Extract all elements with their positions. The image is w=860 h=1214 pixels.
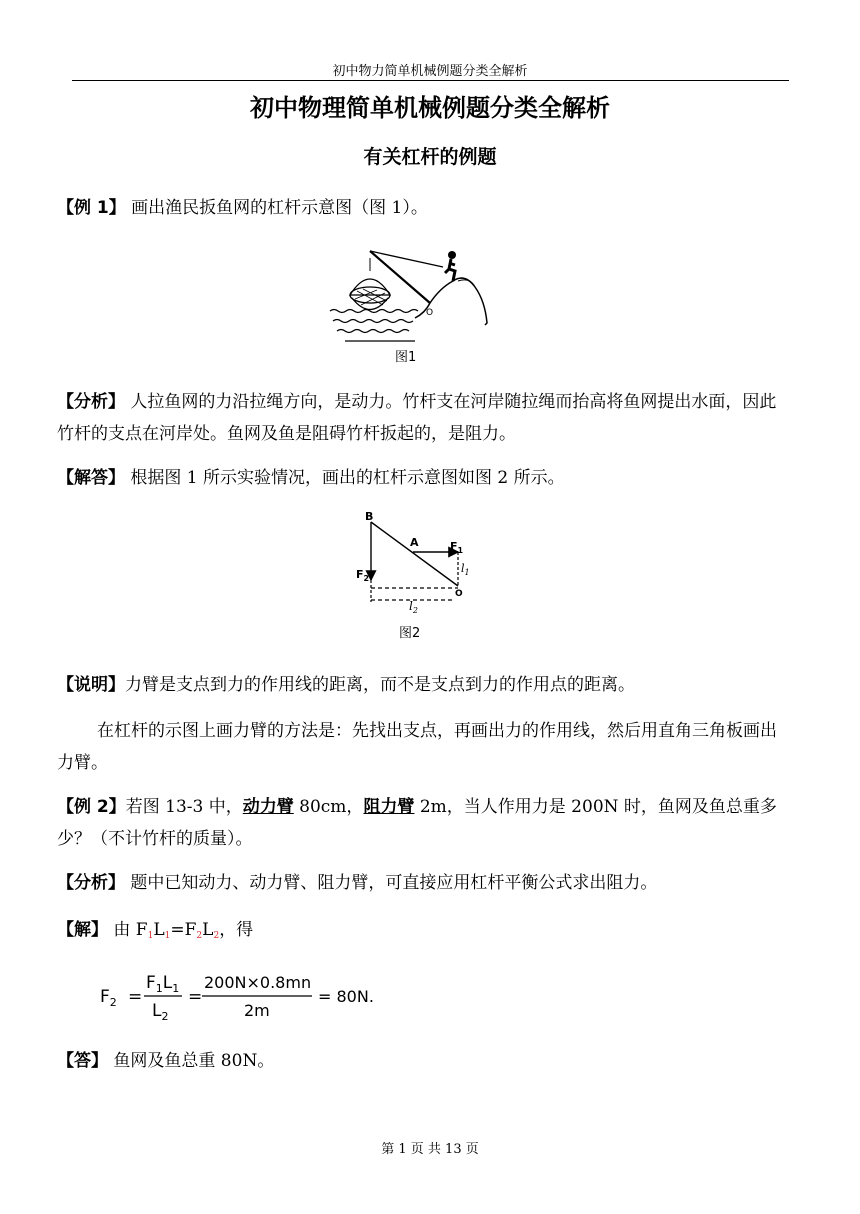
label-F1-sub: 1 xyxy=(457,546,464,555)
answer-2-text: 鱼网及鱼总重 80N。 xyxy=(108,1051,275,1071)
header-rule xyxy=(72,80,789,81)
figure-2 xyxy=(355,510,485,645)
analysis-2 xyxy=(57,867,792,899)
solution-text-4: L xyxy=(202,920,214,940)
formula-drawing xyxy=(100,966,430,1026)
analysis-1-tag: 【分析】 xyxy=(57,392,125,412)
example-2-tag: 【例 2】 xyxy=(57,797,126,817)
label-F2-sub: 2 xyxy=(363,574,370,583)
analysis-1 xyxy=(57,386,792,450)
sub-2: 1 xyxy=(164,931,171,941)
page-footer: 第 1 页 共 13 页 xyxy=(381,1142,479,1157)
solution xyxy=(57,914,792,952)
section-title: 有关杠杆的例题 xyxy=(363,146,497,168)
solution-text-5: ，得 xyxy=(219,920,254,940)
svg-text:F2 xyxy=(100,987,117,1009)
solution-text-2: L xyxy=(153,920,165,940)
note-text: 力臂是支点到力的作用线的距离，而不是支点到力的作用点的距离。 xyxy=(125,675,635,695)
figure-1-o-label: O xyxy=(426,308,434,318)
label-l1: l xyxy=(461,562,465,575)
method-text: 在杠杆的示图上画力臂的方法是：先找出支点，再画出力的作用线，然后用直角三角板画出力臂。 xyxy=(57,721,777,773)
formula-lhs: F xyxy=(100,987,110,1007)
solution-tag: 【解】 xyxy=(57,920,108,940)
formula-eq-2: = xyxy=(188,987,203,1007)
example-1-tag: 【例 1】 xyxy=(57,198,126,218)
formula-num1-L: L xyxy=(162,973,173,993)
label-l2: l xyxy=(409,599,413,613)
sub-3: 2 xyxy=(196,931,203,941)
solution-text-1: 由 F xyxy=(108,920,148,940)
answer-1 xyxy=(57,462,792,494)
label-O: O xyxy=(455,589,463,599)
svg-text:l2 xyxy=(409,599,418,615)
example-2-term-2: 阻力臂 xyxy=(363,797,415,817)
example-1 xyxy=(57,192,792,224)
formula-den2: 2m xyxy=(244,1001,270,1020)
figure-2-caption: 图2 xyxy=(399,626,421,641)
analysis-2-tag: 【分析】 xyxy=(57,873,125,893)
answer-1-tag: 【解答】 xyxy=(57,468,125,488)
analysis-1-text: 人拉鱼网的力沿拉绳方向，是动力。竹杆支在河岸随拉绳而抬高将鱼网提出水面，因此竹杆的支点在河岸处。鱼网及鱼是阻碍竹杆扳起的，是阻力。 xyxy=(57,392,777,444)
formula-den1-sub: 2 xyxy=(161,1010,169,1023)
formula-lhs-sub: 2 xyxy=(109,996,117,1009)
example-2 xyxy=(57,791,792,855)
formula-eq-1: = xyxy=(128,987,143,1007)
document-title: 初中物理简单机械例题分类全解析 xyxy=(250,94,610,122)
answer-1-text: 根据图 1 所示实验情况，画出的杠杆示意图如图 2 所示。 xyxy=(125,468,565,488)
svg-text:F2 xyxy=(356,568,369,583)
formula-den1: L xyxy=(152,1001,162,1021)
page-header: 初中物力简单机械例题分类全解析 xyxy=(332,64,528,79)
example-2-term-1: 动力臂 xyxy=(242,797,294,817)
svg-text:F1L1 xyxy=(146,973,179,995)
formula xyxy=(100,966,430,1026)
label-B: B xyxy=(365,510,374,523)
figure-1-drawing xyxy=(325,243,495,368)
sub-1: 1 xyxy=(147,931,154,941)
figure-1-caption: 图1 xyxy=(395,350,417,365)
note xyxy=(57,669,792,701)
example-2-text-2: 80cm， xyxy=(293,797,364,817)
svg-text:F1 xyxy=(450,540,464,555)
label-F2: F xyxy=(356,568,364,581)
sub-4: 2 xyxy=(213,931,220,941)
answer-2-tag: 【答】 xyxy=(57,1051,108,1071)
label-l1-sub: 1 xyxy=(464,568,470,577)
svg-text:L2 xyxy=(152,1001,168,1023)
formula-num1-sub1: 1 xyxy=(155,982,163,995)
example-2-text-3: 2m，当人作用力是 200N 时，鱼网及鱼总重多少？（不计竹杆的质量）。 xyxy=(57,797,777,849)
label-A: A xyxy=(410,536,419,549)
note-tag: 【说明】 xyxy=(57,675,125,695)
method-paragraph xyxy=(57,715,792,779)
formula-num1: F xyxy=(146,973,156,993)
label-l2-sub: 2 xyxy=(412,606,418,615)
label-F1: F xyxy=(450,540,458,553)
figure-2-drawing xyxy=(355,510,485,645)
formula-num2: 200N×0.8mn xyxy=(204,973,312,992)
example-2-text-1: 若图 13-3 中， xyxy=(125,797,243,817)
answer-2 xyxy=(57,1045,792,1077)
solution-text-3: =F xyxy=(170,920,197,940)
figure-1 xyxy=(325,243,495,368)
example-1-text: 画出渔民扳鱼网的杠杆示意图（图 1）。 xyxy=(125,198,428,218)
analysis-2-text: 题中已知动力、动力臂、阻力臂，可直接应用杠杆平衡公式求出阻力。 xyxy=(125,873,658,893)
svg-text:l1 xyxy=(461,562,470,577)
formula-num1-sub2: 1 xyxy=(172,982,180,995)
formula-result: = 80N. xyxy=(318,987,374,1006)
